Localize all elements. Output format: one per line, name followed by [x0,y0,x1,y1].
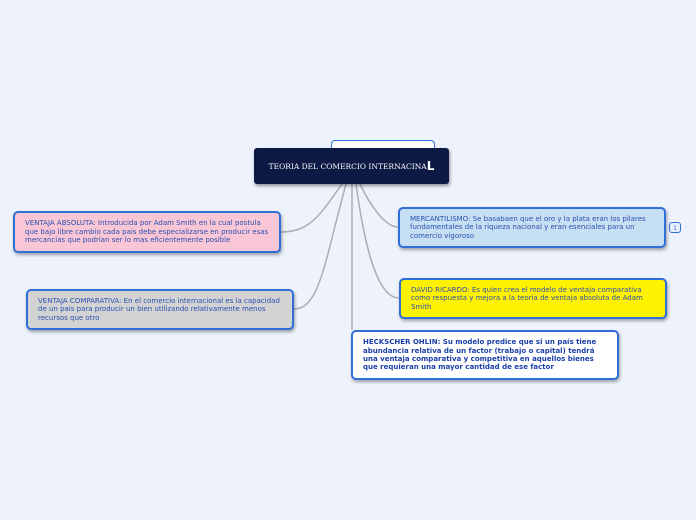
topic-heckscher-ohlin[interactable] [351,330,619,380]
collapsed-count-badge[interactable]: 1 [669,222,681,233]
topic-david-ricardo[interactable] [399,278,667,319]
topic-ventaja-comparativa-text: VENTAJA COMPARATIVA: En el comercio internacional es la capacidad de un pais para producir un bien utilizando relativamente menos recursos que otro [38,296,280,322]
connector-ricardo [356,184,399,298]
topic-ventaja-comparativa[interactable] [26,289,294,330]
connector-mercantilismo [360,184,398,227]
topic-ventaja-absoluta-text: VENTAJA ABSOLUTA: Introducida por Adam Smith en la cual postula que bajo libre cambio cada pais debe especializarse en producir esas mercancias que podrian ser lo mas eficientemente posible [25,219,269,245]
topic-david-ricardo-text: DAVID RICARDO: Es quien crea el modelo de ventaja comparativa como respuesta y mejora a la teoria de ventaja absoluta de Adam Smith [411,285,643,311]
central-topic-title-last: L [426,159,435,173]
central-topic-title: TEORIA DEL COMERCIO INTERNACINA [268,161,427,171]
topic-mercantilismo-text: MERCANTILISMO: Se basabaen que el oro y la plata eran los pilares fundamentales de la riqueza nacional y eran esenciales para un comercio vigoroso [410,214,646,240]
connector-absoluta [281,184,342,232]
connector-comparativa [294,184,346,309]
topic-mercantilismo[interactable] [398,207,666,248]
topic-ventaja-absoluta[interactable] [13,211,281,253]
central-topic[interactable] [254,148,449,184]
topic-heckscher-ohlin-text: HECKSCHER OHLIN: Su modelo predice que si un país tiene abundancia relativa de un factor (trabajo o capital) tendrá una ventaja comparativa y competitiva en aquellos bienes que requieran una mayor cantidad de ese factor [363,338,597,372]
